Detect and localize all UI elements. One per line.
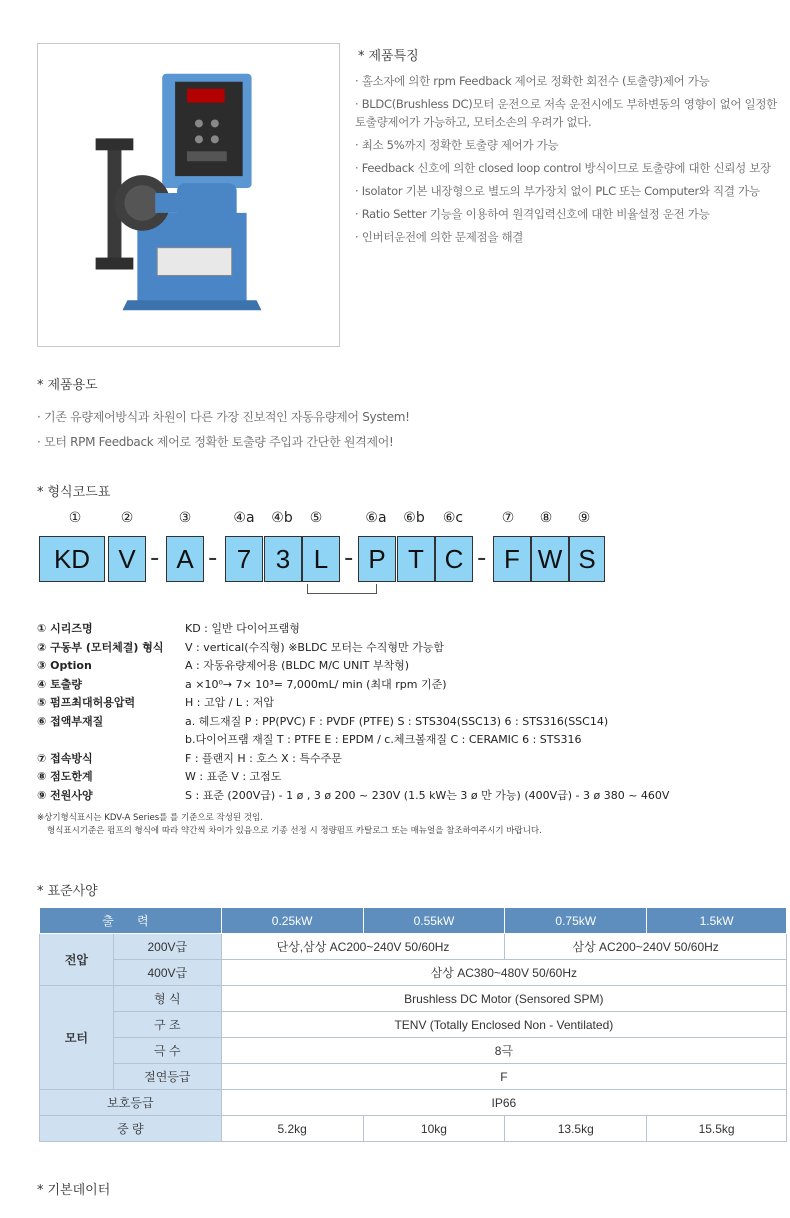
header-output: 출 력 <box>40 908 222 934</box>
motor-poles-label: 극 수 <box>113 1038 221 1064</box>
code-box-flow-a: 7 <box>225 536 263 582</box>
code-box-drive: V <box>108 536 146 582</box>
weight-value: 13.5kg <box>505 1116 647 1142</box>
header-col: 0.25kW <box>221 908 363 934</box>
table-row <box>40 1116 787 1142</box>
code-dash: - <box>208 543 218 573</box>
motor-type-value: Brushless DC Motor (Sensored SPM) <box>221 986 786 1012</box>
bullet-star-icon: * <box>37 485 44 500</box>
feature-item: · 최소 5%까지 정확한 토출량 제어가 가능 <box>355 138 559 152</box>
code-number: ⑨ <box>577 510 591 526</box>
basic-data-title: * 기본데이터 <box>37 1183 111 1198</box>
code-number: ② <box>120 510 134 526</box>
code-dash: - <box>477 543 487 573</box>
legend-row: b.다이어프램 재질 T : PTFE E : EPDM / c.체크볼재질 C : CERAMIC 6 : STS316 <box>185 733 582 746</box>
header-col: 0.75kW <box>505 908 647 934</box>
feature-item: · Feedback 신호에 의한 closed loop control 방식이므로 토출량에 대한 신뢰성 보장 <box>355 161 771 175</box>
code-number: ④b <box>271 510 293 526</box>
voltage-group-label: 전압 <box>40 934 114 986</box>
weight-value: 15.5kg <box>647 1116 787 1142</box>
code-box-series: KD <box>39 536 105 582</box>
product-photo <box>37 43 340 347</box>
legend-row: ⑨ 전원사양 S : 표준 (200V급) - 1 ø , 3 ø 200 ~ 230V (1.5 kW는 3 ø 만 가능) (400V급) - 3 ø 380 ~ 460V <box>37 788 670 802</box>
table-row <box>40 934 787 960</box>
motor-insulation-value: F <box>221 1064 786 1090</box>
feature-item: · Ratio Setter 기능을 이용하여 원격입력신호에 대한 비율설정 운전 가능 <box>355 207 710 221</box>
table-row <box>40 1038 787 1064</box>
code-number: ① <box>68 510 82 526</box>
code-box-material-b: T <box>397 536 435 582</box>
code-number: ③ <box>178 510 192 526</box>
code-box-material-a: P <box>358 536 396 582</box>
header-col: 0.55kW <box>363 908 505 934</box>
bullet-star-icon: * <box>37 378 44 393</box>
motor-structure-value: TENV (Totally Enclosed Non - Ventilated) <box>221 1012 786 1038</box>
feature-item: · Isolator 기본 내장형으로 별도의 부가장치 없이 PLC 또는 Computer와 직결 가능 <box>355 184 760 198</box>
table-row <box>40 1064 787 1090</box>
legend-notes <box>37 812 542 838</box>
features-title: * 제품특징 <box>358 49 419 64</box>
usage-list <box>37 405 410 455</box>
code-number-row <box>0 510 790 532</box>
motor-structure-label: 구 조 <box>113 1012 221 1038</box>
usage-item: · 모터 RPM Feedback 제어로 정확한 토출량 주입과 간단한 원격제어! <box>37 435 394 449</box>
code-number: ⑥a <box>365 510 387 526</box>
model-code-title: * 형식코드표 <box>37 485 111 500</box>
feature-item: · BLDC(Brushless DC)모터 운전으로 저속 운전시에도 부하변동의 영향이 없어 일정한 토출량제어가 가능하고, 모터소손의 우려가 없다. <box>355 97 777 129</box>
protection-label: 보호등급 <box>40 1090 222 1116</box>
v400-value: 삼상 AC380~480V 50/60Hz <box>221 960 786 986</box>
v200-value-b: 삼상 AC200~240V 50/60Hz <box>505 934 787 960</box>
code-box-row <box>0 536 790 584</box>
v400-label: 400V급 <box>113 960 221 986</box>
code-number: ⑤ <box>309 510 323 526</box>
usage-item: · 기존 유량제어방식과 차원이 다른 가장 진보적인 자동유량제어 System! <box>37 410 410 424</box>
table-header-row <box>40 908 787 934</box>
legend-row: ① 시리즈명 KD : 일반 다이어프램형 <box>37 622 300 635</box>
table-row <box>40 1012 787 1038</box>
code-box-viscosity: W <box>531 536 569 582</box>
note-line: 형식표시기준은 펌프의 형식에 따라 약간씩 차이가 있음으로 기종 선정 시 정량펌프 카탈로그 또는 매뉴얼을 참조하여주시기 바랍니다. <box>47 826 542 836</box>
v200-value-a: 단상,삼상 AC200~240V 50/60Hz <box>221 934 505 960</box>
code-dash: - <box>344 543 354 573</box>
bullet-star-icon: * <box>358 49 365 64</box>
table-row <box>40 986 787 1012</box>
legend-row: ⑥ 접액부재질 a. 헤드재질 P : PP(PVC) F : PVDF (PTFE) S : STS304(SSC13) 6 : STS316(SSC14) <box>37 714 609 728</box>
weight-value: 5.2kg <box>221 1116 363 1142</box>
code-box-material-c: C <box>435 536 473 582</box>
header-col: 1.5kW <box>647 908 787 934</box>
note-line: ※상기형식표시는 KDV-A Series를 를 기준으로 작성된 것임. <box>37 813 263 823</box>
features-list <box>355 72 785 251</box>
motor-group-label: 모터 <box>40 986 114 1090</box>
weight-value: 10kg <box>363 1116 505 1142</box>
protection-value: IP66 <box>221 1090 786 1116</box>
model-code-legend <box>37 620 777 805</box>
legend-row: ② 구동부 (모터체결) 형식 V : vertical(수직형) ※BLDC 모터는 수직형만 가능함 <box>37 640 444 654</box>
v200-label: 200V급 <box>113 934 221 960</box>
standard-spec-table <box>39 907 787 1142</box>
code-box-power: S <box>569 536 605 582</box>
code-bracket <box>307 584 377 594</box>
legend-row: ④ 토출량 a ×10⁰→ 7× 10³= 7,000mL/ min (최대 rpm 기준) <box>37 677 447 691</box>
code-number: ⑥b <box>403 510 425 526</box>
bullet-star-icon: * <box>37 884 44 899</box>
motor-type-label: 형 식 <box>113 986 221 1012</box>
legend-row: ③ Option A : 자동유량제어용 (BLDC M/C UNIT 부착형) <box>37 659 409 672</box>
feature-item: · 인버터운전에 의한 문제점을 해결 <box>355 230 524 244</box>
weight-label: 중 량 <box>40 1116 222 1142</box>
motor-poles-value: 8극 <box>221 1038 786 1064</box>
legend-row: ⑦ 접속방식 F : 플랜지 H : 호스 X : 특수주문 <box>37 751 342 765</box>
code-dash: - <box>150 543 160 573</box>
code-number: ⑧ <box>539 510 553 526</box>
feature-item: · 홀소자에 의한 rpm Feedback 제어로 정확한 회전수 (토출량)제어 가능 <box>355 74 710 88</box>
usage-title: * 제품용도 <box>37 378 98 393</box>
table-row <box>40 960 787 986</box>
legend-row: ⑤ 펌프최대허용압력 H : 고압 / L : 저압 <box>37 696 275 709</box>
table-row <box>40 1090 787 1116</box>
motor-insulation-label: 절연등급 <box>113 1064 221 1090</box>
bullet-star-icon: * <box>37 1183 44 1198</box>
code-number: ④a <box>233 510 255 526</box>
pump-illustration <box>38 44 339 346</box>
code-box-flow-b: 3 <box>264 536 302 582</box>
code-box-connection: F <box>493 536 531 582</box>
code-box-pressure: L <box>302 536 340 582</box>
code-number: ⑥c <box>442 510 464 526</box>
code-number: ⑦ <box>501 510 515 526</box>
code-box-option: A <box>166 536 204 582</box>
standard-title: * 표준사양 <box>37 884 98 899</box>
legend-row: ⑧ 점도한계 W : 표준 V : 고점도 <box>37 770 282 783</box>
